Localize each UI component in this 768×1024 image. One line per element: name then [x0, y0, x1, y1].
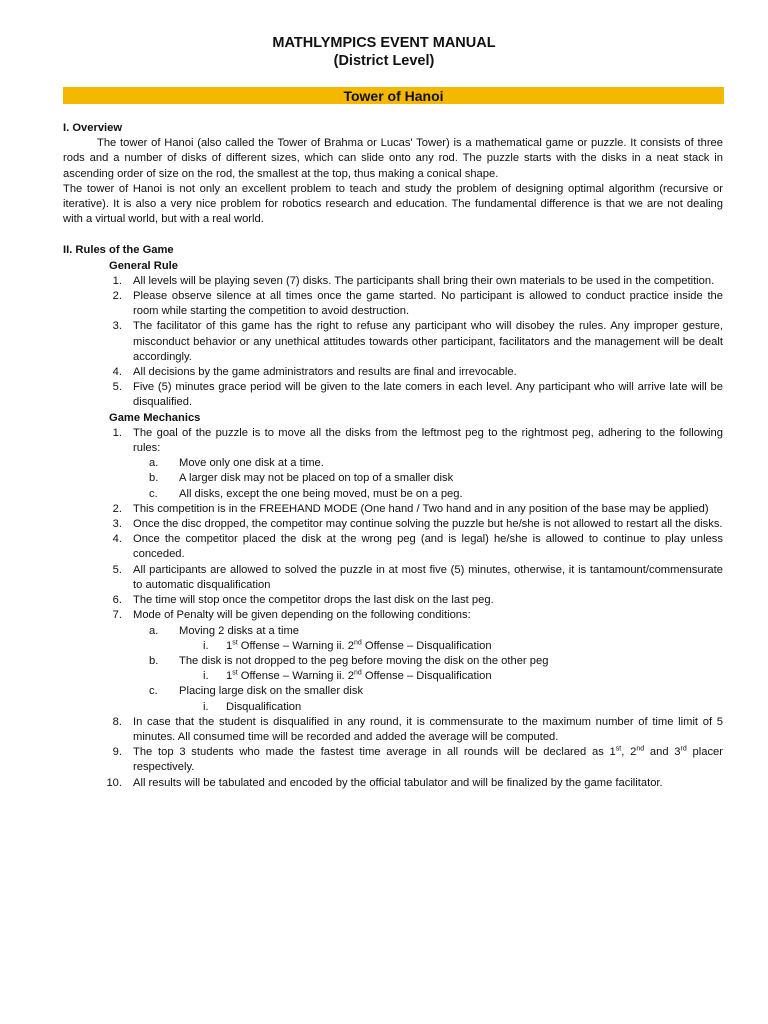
overview-heading: I. Overview [63, 122, 123, 134]
list-item: 5. Five (5) minutes grace period will be given to the late comers in each level. Any participant who will arrive late will be disqualified. [112, 381, 723, 409]
list-item: 4. Once the competitor placed the disk at the wrong peg (and is legal) he/she is allowed to continue to play unless conceded. [112, 533, 723, 561]
game-mechanics-heading: Game Mechanics [109, 411, 201, 424]
document-title [0, 34, 768, 70]
list-item: 10. All results will be tabulated and encoded by the official tabulator and will be finalized by the game facilitator. [106, 776, 663, 789]
sub-list-item: a. Moving 2 disks at a time [149, 624, 300, 637]
sub-list-item: b. The disk is not dropped to the peg before moving the disk on the other peg [149, 654, 549, 667]
general-rule-list [63, 274, 723, 411]
sub-list-item: a. Move only one disk at a time. [149, 457, 324, 470]
sub-sub-list-item: i. 1st Offense – Warning ii. 2nd Offense – Disqualification [203, 638, 492, 652]
list-item: 1. All levels will be playing seven (7) disks. The participants shall bring their own materials to be used in the competition. [112, 274, 715, 287]
overview-paragraph-1: The tower of Hanoi (also called the Tower of Brahma or Lucas' Tower) is a mathematical game or puzzle. It consists of three rods and a number of disks of different sizes, which can slide onto any rod. The puzzle starts with the disks in a neat stack in ascending order of size on the rod, the smallest at the top, thus making a conical shape. [63, 137, 723, 180]
sub-sub-list-item: i. Disqualification [203, 700, 302, 713]
list-item: 9. The top 3 students who made the fastest time average in all rounds will be declared as 1st, 2nd and 3rd placer respectively. [112, 745, 723, 774]
list-item: 8. In case that the student is disqualified in any round, it is commensurate to the maximum number of time limit of 5 minutes. All consumed time will be recorded and added the average will be computed. [112, 715, 723, 743]
title-line-1: MATHLYMPICS EVENT MANUAL [272, 35, 496, 51]
title-line-2: (District Level) [333, 53, 435, 69]
list-item: 2. Please observe silence at all times once the game started. No participant is allowed to conduct practice inside the room while starting the competition to avoid destruction. [112, 290, 723, 318]
game-mechanics-list [63, 426, 723, 791]
sub-list-item: c. All disks, except the one being moved, must be on a peg. [149, 487, 463, 500]
list-item: 7. Mode of Penalty will be given depending on the following conditions: [112, 609, 471, 622]
list-item: 6. The time will stop once the competitor drops the last disk on the last peg. [112, 594, 494, 607]
list-item: 3. Once the disc dropped, the competitor may continue solving the puzzle but he/she is not allowed to restart all the disks. [112, 518, 723, 531]
list-item: 4. All decisions by the game administrators and results are final and irrevocable. [112, 366, 517, 379]
document-body [63, 121, 723, 791]
sub-list-item: c. Placing large disk on the smaller disk [149, 685, 364, 698]
list-item: 2. This competition is in the FREEHAND MODE (One hand / Two hand and in any position of the base may be applied) [112, 502, 709, 515]
list-item: 5. All participants are allowed to solved the puzzle in at most five (5) minutes, otherwise, it is tantamount/commensurate to automatic disqualification [112, 563, 723, 591]
event-banner: Tower of Hanoi [63, 87, 724, 104]
sub-list-item: b. A larger disk may not be placed on top of a smaller disk [149, 472, 454, 485]
list-item: 3. The facilitator of this game has the right to refuse any participant who will disobey the rules. Any improper gesture, misconduct behavior or any unethical attitudes towards other participant, facilitators and the management will be dealt accordingly. [112, 320, 723, 363]
overview-paragraph-2: The tower of Hanoi is not only an excellent problem to teach and study the problem of designing optimal algorithm (recursive or iterative). It is also a very nice problem for robotics research and education. The fundamental difference is that we are not dealing with a virtual world, but with a real world. [63, 182, 723, 226]
rules-heading: II. Rules of the Game [63, 244, 174, 257]
sub-sub-list-item: i. 1st Offense – Warning ii. 2nd Offense – Disqualification [203, 669, 492, 683]
list-item: 1. The goal of the puzzle is to move all the disks from the leftmost peg to the rightmost peg, adhering to the following rules: [112, 426, 723, 455]
general-rule-heading: General Rule [109, 259, 179, 272]
